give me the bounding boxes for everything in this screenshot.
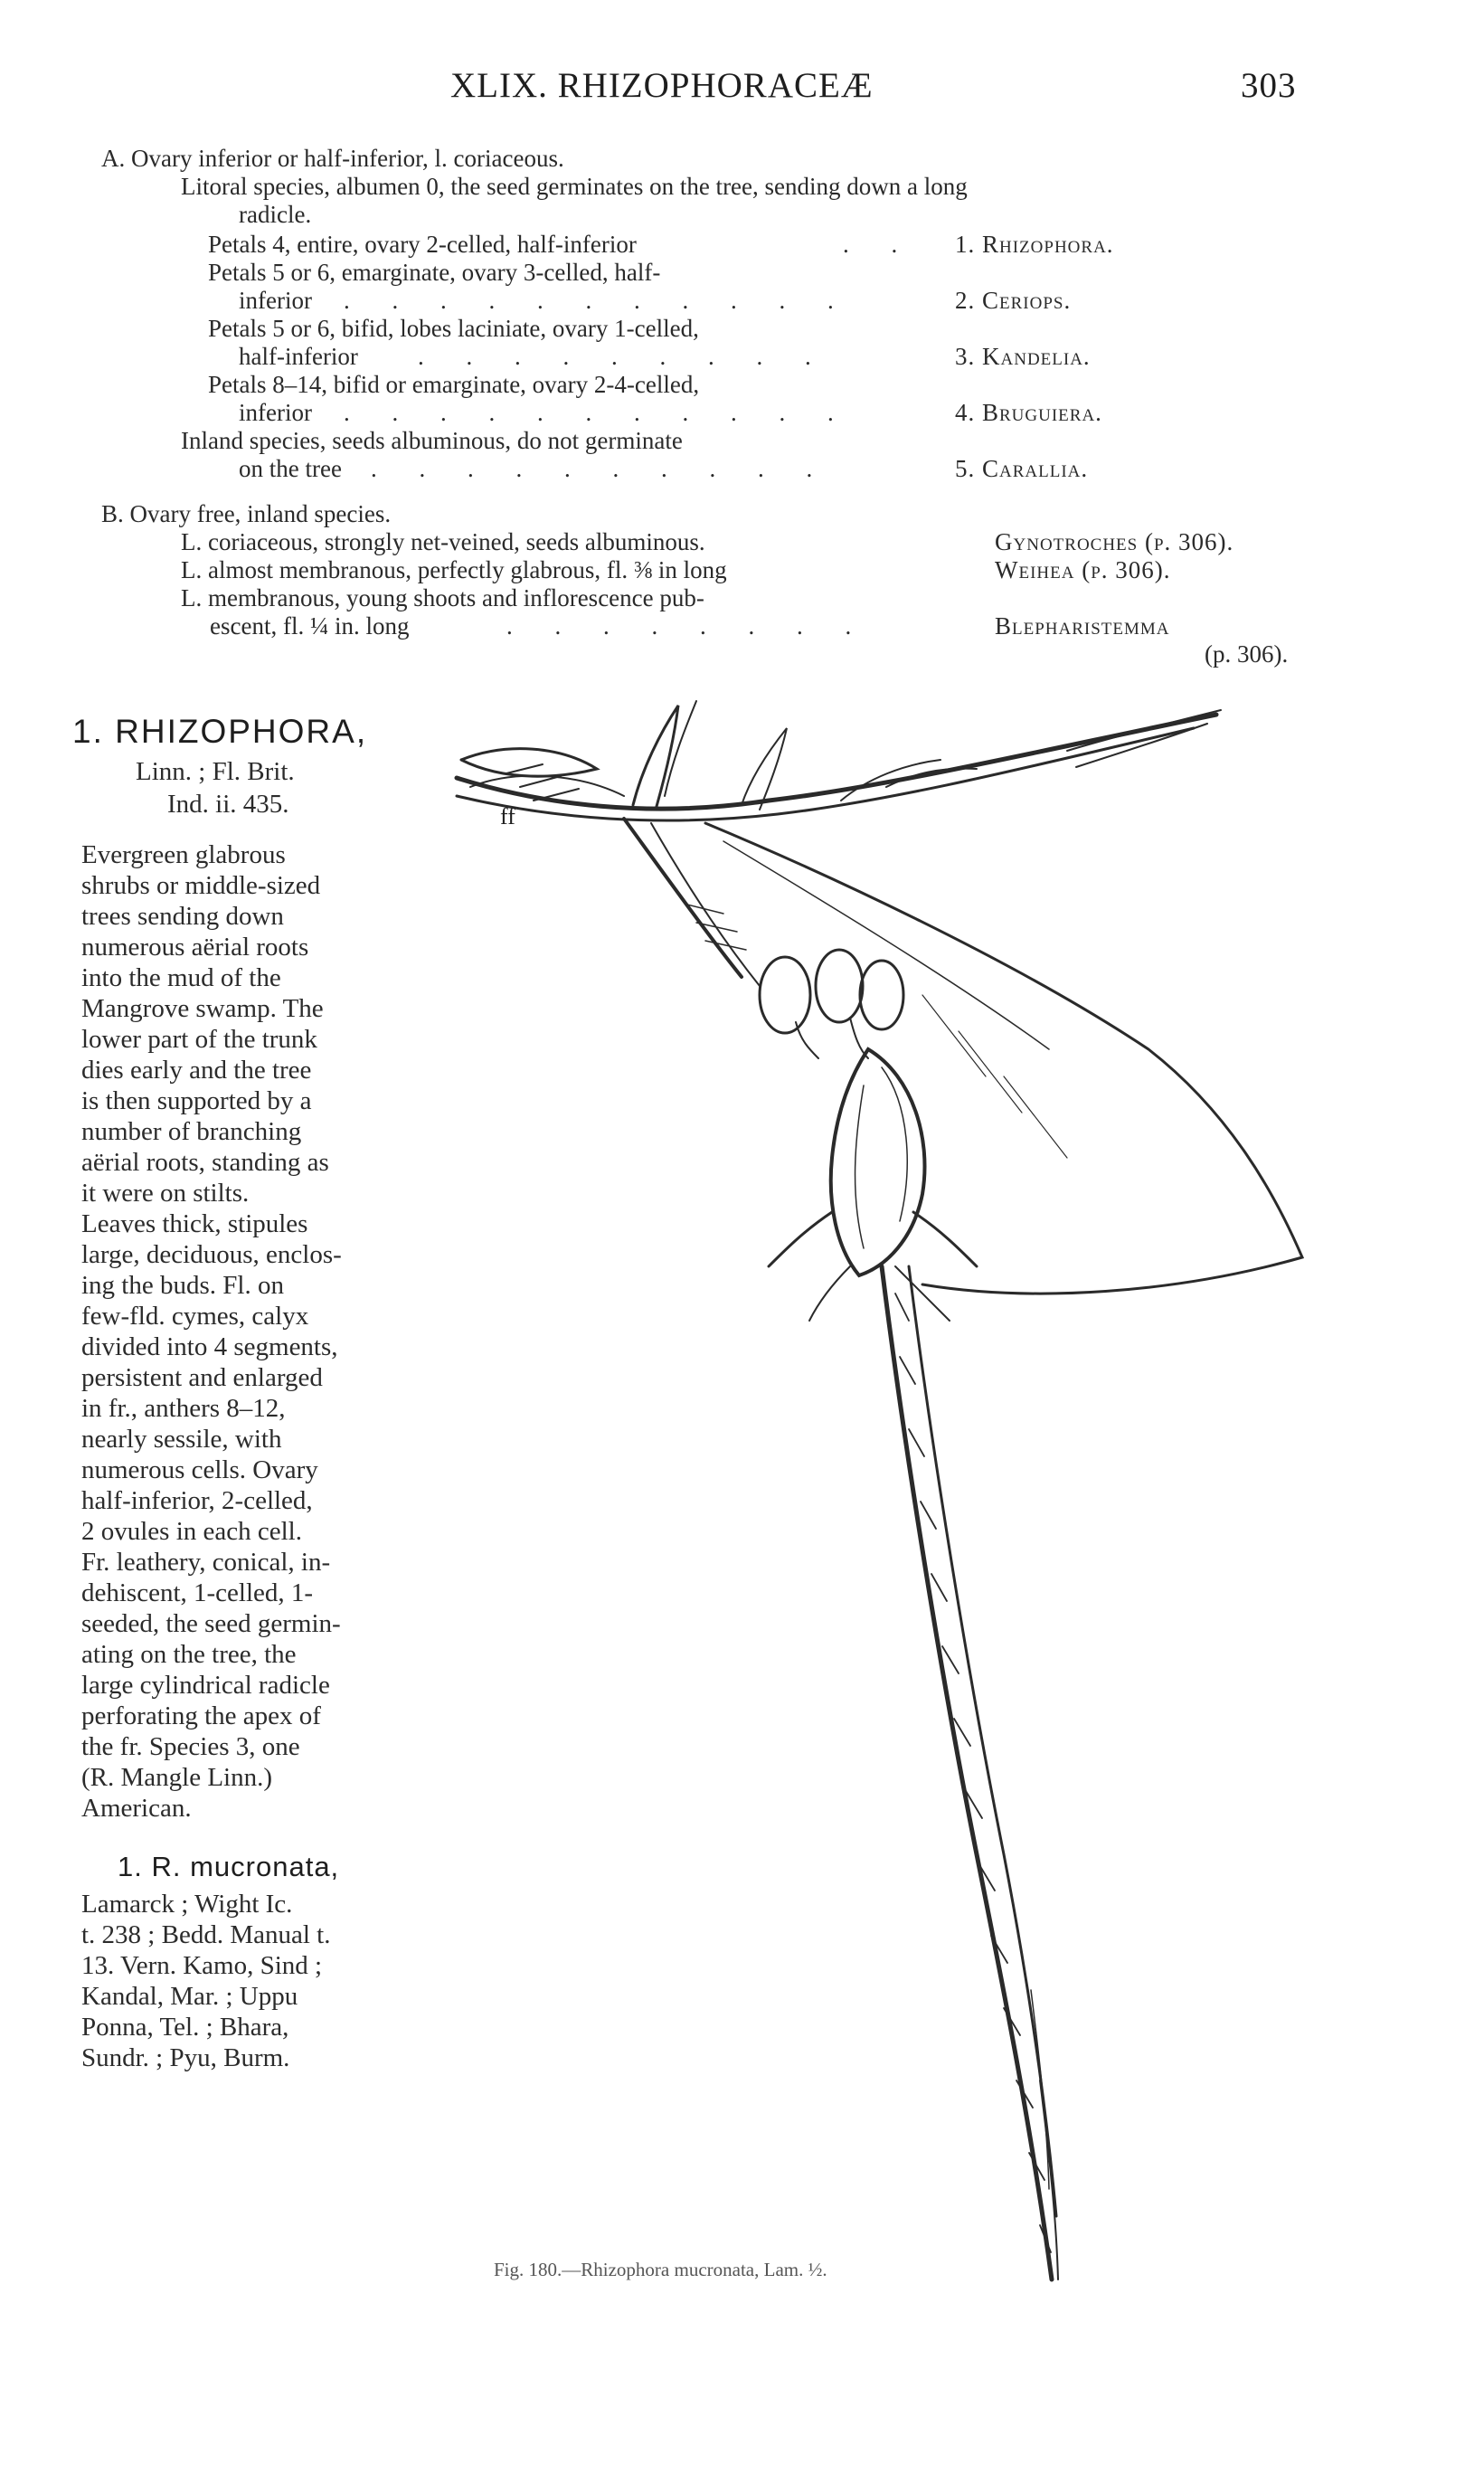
key-row-3-text-cont: half-inferior: [239, 343, 358, 370]
description-line: perforating the apex of: [81, 1701, 321, 1730]
key-b-row-3-genus: Blepharistemma: [995, 612, 1170, 640]
reference-line: 13. Vern. Kamo, Sind ;: [81, 1951, 323, 1980]
description-line: ing the buds. Fl. on: [81, 1271, 284, 1300]
description-line: shrubs or middle-sized: [81, 871, 321, 900]
genus-authority: Linn. ; Fl. Brit.: [136, 757, 295, 786]
description-line: in fr., anthers 8–12,: [81, 1394, 286, 1423]
key-row-3-leader: . . . . . . . . .: [418, 343, 829, 370]
key-b-row-3-text-cont: escent, fl. ¼ in. long: [210, 612, 410, 640]
key-row-1-leader: . .: [843, 231, 916, 258]
description-line: into the mud of the: [81, 963, 281, 992]
description-line: the fr. Species 3, one: [81, 1732, 300, 1761]
figure-label: ff: [500, 803, 515, 829]
description-line: American.: [81, 1794, 192, 1823]
description-line: dies early and the tree: [81, 1056, 312, 1085]
key-a-heading: A. Ovary inferior or half-inferior, l. coriaceous.: [101, 145, 564, 172]
key-b-row-3-text: L. membranous, young shoots and inflorescence pub-: [181, 584, 704, 611]
key-b-row-3-leader: . . . . . . . .: [506, 612, 870, 640]
description-line: is then supported by a: [81, 1086, 312, 1115]
reference-line: Ponna, Tel. ; Bhara,: [81, 2013, 289, 2042]
key-row-3-genus: 3. Kandelia.: [955, 343, 1091, 370]
description-line: number of branching: [81, 1117, 302, 1146]
description-line: 2 ovules in each cell.: [81, 1517, 302, 1546]
page-number: 303: [1241, 66, 1297, 105]
key-row-4-text-cont: inferior: [239, 399, 312, 426]
description-line: numerous cells. Ovary: [81, 1455, 318, 1484]
key-row-5-genus: 5. Carallia.: [955, 455, 1089, 482]
description-line: Mangrove swamp. The: [81, 994, 324, 1023]
key-b-row-2-genus: Weihea (p. 306).: [995, 556, 1171, 583]
description-line: persistent and enlarged: [81, 1363, 323, 1392]
key-b-row-2-text: L. almost membranous, perfectly glabrous, fl. ⅜ in long: [181, 556, 727, 583]
figure-caption: Fig. 180.—Rhizophora mucronata, Lam. ½.: [494, 2259, 827, 2280]
species-name: R. mucronata,: [151, 1851, 340, 1882]
reference-line: Kandal, Mar. ; Uppu: [81, 1982, 298, 2011]
description-line: aërial roots, standing as: [81, 1148, 329, 1177]
description-line: few-fld. cymes, calyx: [81, 1302, 309, 1331]
key-littoral-line-cont: radicle.: [239, 201, 312, 228]
reference-line: t. 238 ; Bedd. Manual t.: [81, 1920, 331, 1949]
genus-authority-cont: Ind. ii. 435.: [167, 790, 289, 819]
description-line: divided into 4 segments,: [81, 1332, 338, 1361]
key-row-1-genus: 1. Rhizophora.: [955, 231, 1114, 258]
key-row-2-genus: 2. Ceriops.: [955, 287, 1072, 314]
description-line: Fr. leathery, conical, in-: [81, 1548, 331, 1577]
key-row-2-text-cont: inferior: [239, 287, 312, 314]
genus-number: 1.: [72, 713, 104, 750]
description-line: half-inferior, 2-celled,: [81, 1486, 313, 1515]
description-line: it were on stilts.: [81, 1179, 250, 1208]
description-line: large, deciduous, enclos-: [81, 1240, 342, 1269]
key-row-3-text: Petals 5 or 6, bifid, lobes laciniate, ovary 1-celled,: [208, 315, 699, 342]
key-row-4-genus: 4. Bruguiera.: [955, 399, 1102, 426]
key-row-4-text: Petals 8–14, bifid or emarginate, ovary 2-4-celled,: [208, 371, 700, 398]
key-b-heading: B. Ovary free, inland species.: [101, 500, 392, 527]
description-line: numerous aërial roots: [81, 933, 309, 962]
description-line: large cylindrical radicle: [81, 1671, 330, 1700]
description-line: (R. Mangle Linn.): [81, 1763, 273, 1792]
key-row-5-text-cont: on the tree: [239, 455, 342, 482]
key-row-5-leader: . . . . . . . . . .: [371, 455, 831, 482]
reference-line: Sundr. ; Pyu, Burm.: [81, 2043, 290, 2072]
key-row-4-leader: . . . . . . . . . . .: [344, 399, 852, 426]
description-line: seeded, the seed germin-: [81, 1609, 341, 1638]
key-row-1-text: Petals 4, entire, ovary 2-celled, half-inferior: [208, 231, 637, 258]
running-head-title: XLIX. RHIZOPHORACEÆ: [450, 66, 874, 105]
key-b-row-1-genus: Gynotroches (p. 306).: [995, 528, 1234, 555]
description-line: dehiscent, 1-celled, 1-: [81, 1578, 314, 1607]
genus-name: RHIZOPHORA,: [115, 713, 368, 750]
key-row-5-text: Inland species, seeds albuminous, do not germinate: [181, 427, 683, 454]
key-row-2-text: Petals 5 or 6, emarginate, ovary 3-celled, half-: [208, 259, 661, 286]
reference-line: Lamarck ; Wight Ic.: [81, 1890, 293, 1919]
description-line: nearly sessile, with: [81, 1425, 282, 1454]
description-line: ating on the tree, the: [81, 1640, 297, 1669]
key-b-row-1-text: L. coriaceous, strongly net-veined, seeds albuminous.: [181, 528, 705, 555]
description-line: trees sending down: [81, 902, 284, 931]
key-row-2-leader: . . . . . . . . . . .: [344, 287, 852, 314]
description-line: Evergreen glabrous: [81, 840, 286, 869]
description-line: lower part of the trunk: [81, 1025, 317, 1054]
description-line: Leaves thick, stipules: [81, 1209, 308, 1238]
key-littoral-line: Litoral species, albumen 0, the seed germinates on the tree, sending down a long: [181, 173, 968, 200]
key-b-row-3-page: (p. 306).: [1205, 640, 1289, 668]
species-number: 1.: [118, 1851, 143, 1882]
